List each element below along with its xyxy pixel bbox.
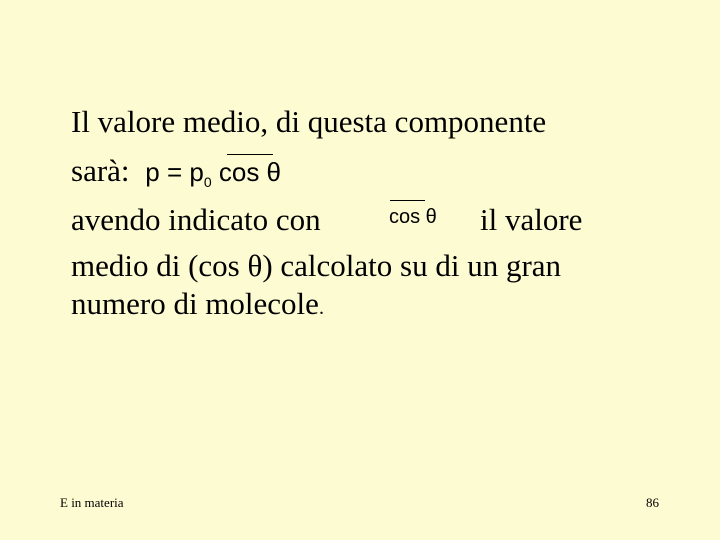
- mean-overbar: [227, 154, 273, 155]
- footer-title: E in materia: [60, 495, 124, 510]
- body-line-5: [71, 286, 324, 326]
- mean-dipole-formula: [145, 154, 281, 200]
- body-line-1: Il valore medio, di questa componente: [71, 104, 547, 139]
- mean-cos-overbar: [390, 200, 425, 201]
- mean-cos-formula: [389, 204, 437, 230]
- body-line-3-prefix: avendo indicato con: [71, 202, 321, 237]
- body-line-4: medio di (cos θ) calcolato su di un gran: [71, 248, 562, 283]
- body-line-3-suffix: il valore: [480, 202, 583, 237]
- body-line-2: [71, 153, 281, 200]
- formula-subscript: 0: [203, 174, 212, 190]
- line-5-text: numero di molecole: [71, 286, 319, 321]
- line-5-period: .: [318, 297, 324, 319]
- mean-cos-text: cos θ: [389, 206, 437, 228]
- formula-rhs: cos θ: [218, 157, 282, 187]
- page-number: 86: [646, 495, 659, 510]
- line-2-prefix: sarà:: [71, 153, 130, 188]
- formula-lhs: p = p: [145, 157, 204, 187]
